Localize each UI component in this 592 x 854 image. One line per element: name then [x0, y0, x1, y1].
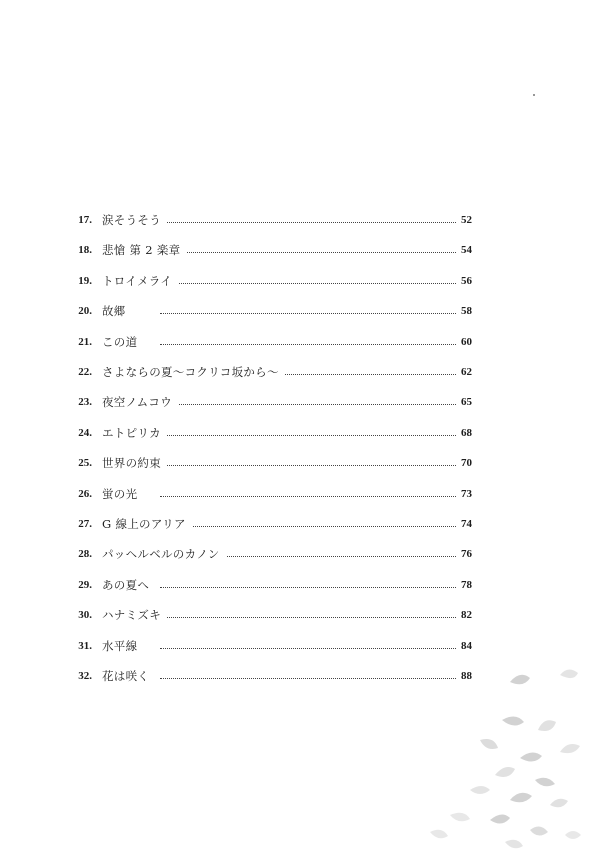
print-speck [533, 94, 535, 96]
toc-entry [0, 515, 592, 533]
toc-entry [0, 637, 592, 655]
entry-number: 31. [78, 639, 92, 652]
toc-entry [0, 485, 592, 503]
entry-title: あの夏へ [102, 576, 155, 594]
entry-number: 22. [78, 366, 92, 378]
toc-entry [0, 241, 592, 259]
entry-title: ハナミズキ [102, 606, 167, 624]
entry-title: 夜空ノムコウ [102, 393, 178, 411]
entry-page-number: 56 [457, 272, 472, 290]
toc-entry [0, 393, 592, 411]
entry-page-number: 65 [457, 393, 472, 411]
toc-entry [0, 333, 592, 351]
dot-leader [160, 252, 460, 253]
entry-page-number: 54 [457, 241, 472, 259]
dot-leader [160, 435, 460, 436]
toc-entry [0, 424, 592, 442]
entry-title: 涙そうそう [102, 211, 167, 229]
falling-petals-icon [410, 660, 592, 854]
toc-entry [0, 363, 592, 381]
entry-title: 花は咲く [102, 667, 155, 685]
entry-page-number: 68 [457, 424, 472, 442]
entry-number: 28. [78, 548, 92, 561]
entry-title: さよならの夏〜コクリコ坂から〜 [102, 363, 285, 381]
entry-title: この道 [102, 333, 143, 351]
toc-entry [0, 302, 592, 320]
entry-number: 18. [78, 244, 92, 257]
entry-title: 蛍の光 [102, 485, 143, 503]
dot-leader [160, 313, 460, 314]
entry-page-number: 62 [457, 363, 472, 381]
entry-number: 20. [78, 305, 92, 318]
dot-leader [160, 283, 460, 284]
entry-page-number: 84 [457, 637, 472, 655]
entry-number: 27. [78, 518, 92, 530]
entry-number: 24. [78, 426, 92, 439]
toc-entry [0, 211, 592, 229]
entry-page-number: 78 [457, 576, 472, 594]
entry-title: 悲愴 第 2 楽章 [102, 241, 186, 259]
dot-leader [160, 404, 460, 405]
toc-entry [0, 576, 592, 594]
entry-number: 17. [78, 214, 92, 226]
dot-leader [160, 344, 460, 345]
dot-leader [160, 465, 460, 466]
toc-entry [0, 545, 592, 563]
entry-title: 世界の約束 [102, 454, 167, 472]
dot-leader [160, 496, 460, 497]
dot-leader [160, 222, 460, 223]
entry-page-number: 88 [457, 667, 472, 685]
entry-page-number: 76 [457, 545, 472, 563]
dot-leader [160, 526, 460, 527]
entry-number: 23. [78, 396, 92, 409]
entry-number: 19. [78, 274, 92, 287]
dot-leader [160, 648, 460, 649]
entry-page-number: 60 [457, 333, 472, 351]
toc-entry [0, 606, 592, 624]
entry-page-number: 58 [457, 302, 472, 320]
entry-title: G 線上のアリア [102, 515, 192, 533]
entry-page-number: 52 [457, 211, 472, 229]
entry-title: トロイメライ [102, 272, 178, 290]
entry-number: 30. [78, 609, 92, 622]
entry-page-number: 73 [457, 485, 472, 503]
entry-title: エトピリカ [102, 424, 167, 442]
dot-leader [160, 617, 460, 618]
entry-page-number: 82 [457, 606, 472, 624]
toc-entry [0, 272, 592, 290]
entry-page-number: 70 [457, 454, 472, 472]
entry-number: 26. [78, 487, 92, 500]
entry-title: 水平線 [102, 637, 143, 655]
entry-title: パッヘルベルのカノン [102, 545, 226, 563]
entry-title: 故郷 [102, 302, 132, 320]
entry-number: 21. [78, 335, 92, 348]
entry-number: 25. [78, 457, 92, 470]
dot-leader [160, 587, 460, 588]
entry-page-number: 74 [457, 515, 472, 533]
entry-number: 29. [78, 578, 92, 591]
toc-entry [0, 454, 592, 472]
entry-number: 32. [78, 670, 92, 682]
